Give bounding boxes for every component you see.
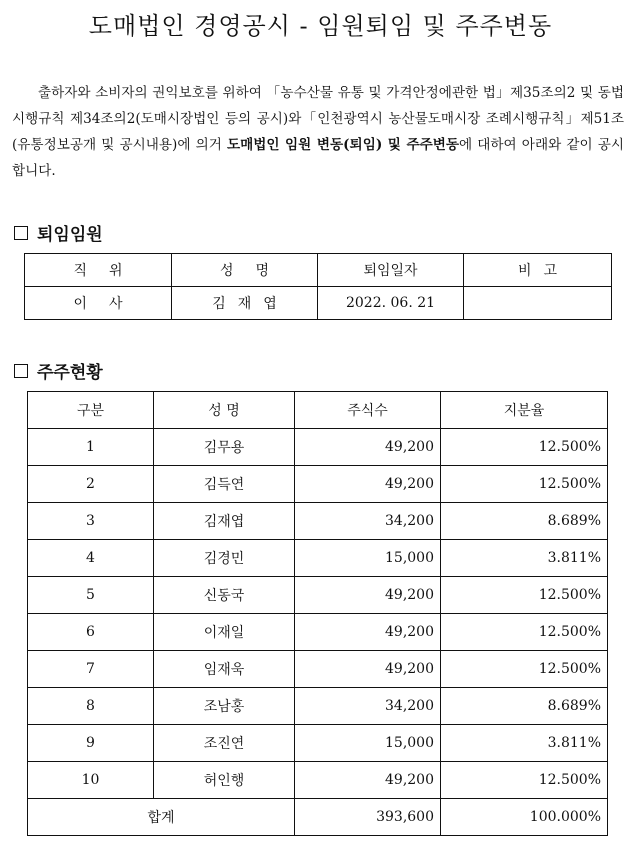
cell-ratio: 8.689% (441, 688, 608, 725)
cell-ratio: 12.500% (441, 429, 608, 466)
header-cell: 지분율 (441, 392, 608, 429)
table-row (28, 466, 608, 503)
shareholders-table (27, 391, 608, 836)
cell-no: 7 (28, 651, 154, 688)
cell-ratio: 12.500% (441, 762, 608, 799)
cell-name: 이재일 (154, 614, 295, 651)
cell-name: 임재욱 (154, 651, 295, 688)
cell-name: 김재엽 (172, 287, 318, 320)
intro-text-2: 에 대하여 아래와 같이 공시합니다. (12, 137, 624, 179)
header-cell: 비고 (464, 254, 612, 287)
cell-shares: 34,200 (295, 688, 441, 725)
table-header-row (28, 392, 608, 429)
cell-no: 1 (28, 429, 154, 466)
table-row (28, 725, 608, 762)
table-header-row (25, 254, 612, 287)
cell-shares: 49,200 (295, 577, 441, 614)
intro-text-1: 출하자와 소비자의 권익보호를 위하여 「농수산물 유통 및 가격안정에관한 법」제35조의2 및 동법 시행규칙 제34조의2(도매시장법인 등의 공시)와「인천광역시 농산물도매시장 조례시행규칙」제51조(유통정보공개 및 공시내용)에 의거 (12, 85, 624, 153)
cell-position: 이사 (25, 287, 172, 320)
header-cell: 구분 (28, 392, 154, 429)
cell-ratio: 12.500% (441, 614, 608, 651)
cell-name: 김경민 (154, 540, 295, 577)
cell-ratio: 3.811% (441, 540, 608, 577)
intro-text-bold: 도매법인 임원 변동(퇴임) 및 주주변동 (226, 137, 460, 153)
cell-shares: 49,200 (295, 614, 441, 651)
cell-ratio: 8.689% (441, 503, 608, 540)
table-row (28, 614, 608, 651)
cell-no: 4 (28, 540, 154, 577)
table-row (28, 577, 608, 614)
square-bullet-icon (14, 226, 28, 240)
cell-total-shares: 393,600 (295, 799, 441, 836)
section-retired-officers (14, 220, 103, 245)
cell-shares: 15,000 (295, 540, 441, 577)
cell-shares: 34,200 (295, 503, 441, 540)
cell-no: 10 (28, 762, 154, 799)
cell-shares: 49,200 (295, 466, 441, 503)
table-row (28, 762, 608, 799)
cell-no: 5 (28, 577, 154, 614)
retired-officers-table (24, 253, 612, 320)
table-row (28, 688, 608, 725)
cell-total-label: 합계 (28, 799, 295, 836)
cell-name: 허인행 (154, 762, 295, 799)
intro-paragraph (12, 80, 624, 184)
table-row (28, 651, 608, 688)
cell-shares: 49,200 (295, 762, 441, 799)
cell-date: 2022. 06. 21 (318, 287, 464, 320)
cell-ratio: 12.500% (441, 651, 608, 688)
cell-shares: 15,000 (295, 725, 441, 762)
section-shareholders (14, 358, 103, 383)
cell-no: 6 (28, 614, 154, 651)
cell-shares: 49,200 (295, 429, 441, 466)
cell-no: 3 (28, 503, 154, 540)
cell-ratio: 12.500% (441, 466, 608, 503)
table-row (28, 540, 608, 577)
cell-name: 김득연 (154, 466, 295, 503)
cell-total-ratio: 100.000% (441, 799, 608, 836)
cell-name: 김재엽 (154, 503, 295, 540)
header-cell: 성 명 (154, 392, 295, 429)
cell-name: 신동국 (154, 577, 295, 614)
cell-ratio: 12.500% (441, 577, 608, 614)
square-bullet-icon (14, 364, 28, 378)
cell-name: 김무용 (154, 429, 295, 466)
cell-name: 조남홍 (154, 688, 295, 725)
header-cell: 직위 (25, 254, 172, 287)
table-row (25, 287, 612, 320)
cell-name: 조진연 (154, 725, 295, 762)
header-cell: 성명 (172, 254, 318, 287)
page-title: 도매법인 경영공시 - 임원퇴임 및 주주변동 (88, 12, 553, 40)
header-cell: 주식수 (295, 392, 441, 429)
section-heading: 주주현황 (37, 363, 103, 383)
cell-no: 8 (28, 688, 154, 725)
table-row (28, 503, 608, 540)
cell-shares: 49,200 (295, 651, 441, 688)
section-heading: 퇴임임원 (37, 225, 103, 245)
cell-ratio: 3.811% (441, 725, 608, 762)
cell-no: 2 (28, 466, 154, 503)
header-cell: 퇴임일자 (318, 254, 464, 287)
cell-no: 9 (28, 725, 154, 762)
table-row (28, 429, 608, 466)
table-total-row (28, 799, 608, 836)
cell-note (464, 287, 612, 320)
